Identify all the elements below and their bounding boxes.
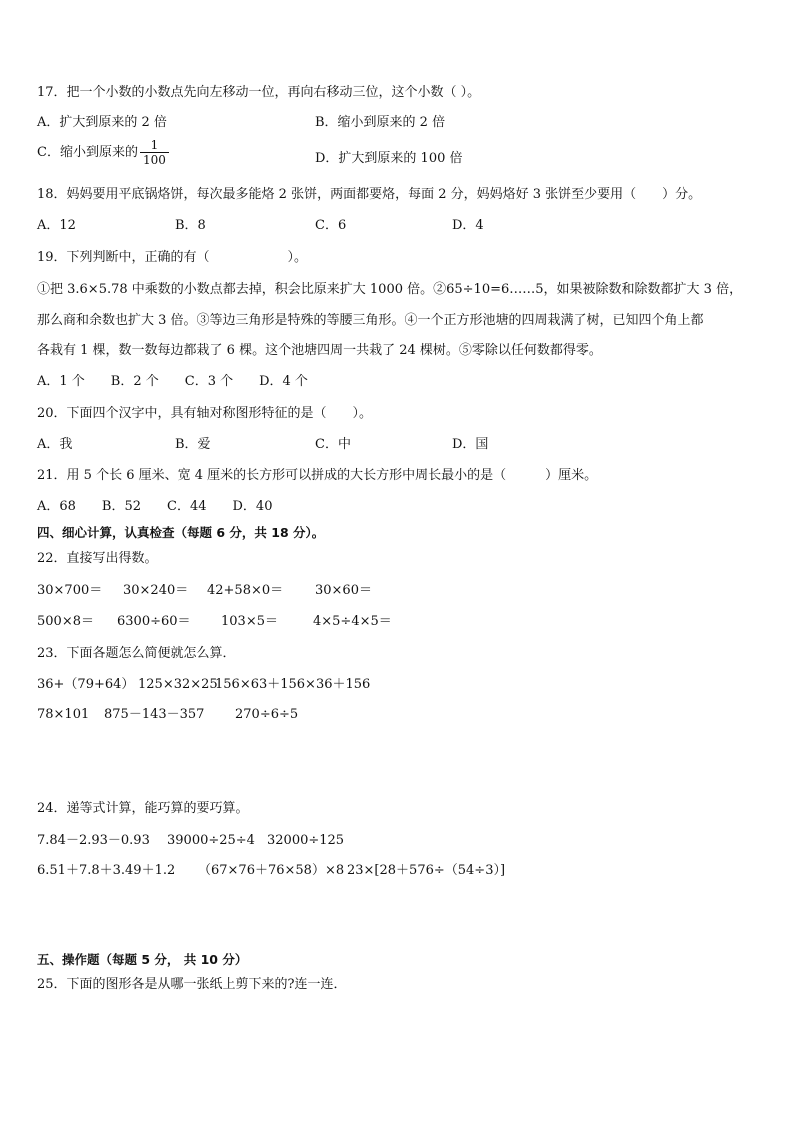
question-23-stem: 23．下面各题怎么简便就怎么算． — [37, 646, 236, 661]
question-19-options: A．1 个 B．2 个 C．3 个 D．4 个 — [37, 374, 308, 389]
question-20-option-c: C．中 — [315, 437, 351, 452]
question-22-item: 30×700＝ — [37, 583, 103, 598]
question-24-item: 39000÷25÷4 — [167, 833, 255, 848]
question-24-item: （67×76＋76×58）×8 — [198, 863, 345, 878]
fraction-denominator: 100 — [142, 153, 166, 167]
question-18-option-a: A．12 — [37, 218, 76, 233]
section-5-heading: 五、操作题（每题 5 分， 共 10 分） — [37, 952, 248, 967]
option-c-text: C．缩小到原来的 — [37, 145, 138, 160]
question-19-line-3: 各栽有 1 棵，数一数每边都栽了 6 棵。这个池塘四周一共栽了 24 棵树。⑤零除以任何数都得零。 — [37, 343, 602, 358]
question-22-item: 6300÷60＝ — [117, 614, 191, 629]
question-24-item: 23×[28＋576÷（54÷3）] — [347, 863, 506, 878]
section-4-heading: 四、细心计算，认真检查（每题 6 分，共 18 分）。 — [37, 525, 325, 540]
question-17-option-a: A．扩大到原来的 2 倍 — [37, 115, 167, 130]
question-21-stem: 21．用 5 个长 6 厘米、宽 4 厘米的长方形可以拼成的大长方形中周长最小的是（ ）厘米。 — [37, 468, 598, 483]
question-17-option-b: B．缩小到原来的 2 倍 — [315, 115, 446, 130]
question-18-option-d: D．4 — [452, 218, 484, 233]
question-23-item: 875－143－357 — [104, 707, 205, 722]
question-18-option-b: B．8 — [175, 218, 206, 233]
question-23-item: 78×101 — [37, 707, 90, 722]
question-22-item: 103×5＝ — [221, 614, 278, 629]
question-17-option-c — [37, 138, 169, 167]
question-22-item: 30×60＝ — [315, 583, 372, 598]
question-19-stem: 19．下列判断中，正确的有（ ）。 — [37, 250, 308, 265]
question-23-item: 125×32×25 — [138, 677, 218, 692]
question-19-line-2: 那么商和余数也扩大 3 倍。③等边三角形是特殊的等腰三角形。④一个正方形池塘的四周栽满了树，已知四个角上都 — [37, 313, 704, 328]
question-22-item: 30×240＝ — [123, 583, 189, 598]
question-22-item: 4×5÷4×5＝ — [313, 614, 392, 629]
question-18-stem: 18．妈妈要用平底锅烙饼，每次最多能烙 2 张饼，两面都要烙，每面 2 分，妈妈烙好 3 张饼至少要用（ ）分。 — [37, 187, 702, 202]
fraction — [140, 138, 169, 167]
question-22-stem: 22．直接写出得数。 — [37, 551, 158, 566]
question-22-item: 42+58×0＝ — [207, 583, 284, 598]
question-20-stem: 20．下面四个汉字中，具有轴对称图形特征的是（ ）。 — [37, 406, 373, 421]
question-24-item: 6.51＋7.8＋3.49＋1.2 — [37, 863, 176, 878]
question-21-options: A．68 B．52 C．44 D．40 — [37, 499, 273, 514]
question-20-option-a: A．我 — [37, 437, 73, 452]
question-17-option-d: D．扩大到原来的 100 倍 — [315, 151, 463, 166]
question-22-item: 500×8＝ — [37, 614, 94, 629]
question-24-stem: 24．递等式计算，能巧算的要巧算。 — [37, 801, 249, 816]
question-20-option-b: B．爱 — [175, 437, 211, 452]
question-17-stem: 17．把一个小数的小数点先向左移动一位，再向右移动三位，这个小数（ ）。 — [37, 85, 481, 100]
question-23-item: 270÷6÷5 — [235, 707, 299, 722]
question-23-item: 36+（79+64） — [37, 677, 135, 692]
question-25-stem: 25．下面的图形各是从哪一张纸上剪下来的?连一连． — [37, 977, 347, 992]
question-23-item: 156×63＋156×36＋156 — [215, 677, 371, 692]
question-20-option-d: D．国 — [452, 437, 489, 452]
question-18-option-c: C．6 — [315, 218, 347, 233]
question-19-line-1: ①把 3.6×5.78 中乘数的小数点都去掉，积会比原来扩大 1000 倍。②65÷10=6……5，如果被除数和除数都扩大 3 倍， — [37, 282, 743, 297]
question-24-item: 32000÷125 — [267, 833, 345, 848]
fraction-numerator: 1 — [150, 138, 159, 152]
question-24-item: 7.84－2.93－0.93 — [37, 833, 150, 848]
